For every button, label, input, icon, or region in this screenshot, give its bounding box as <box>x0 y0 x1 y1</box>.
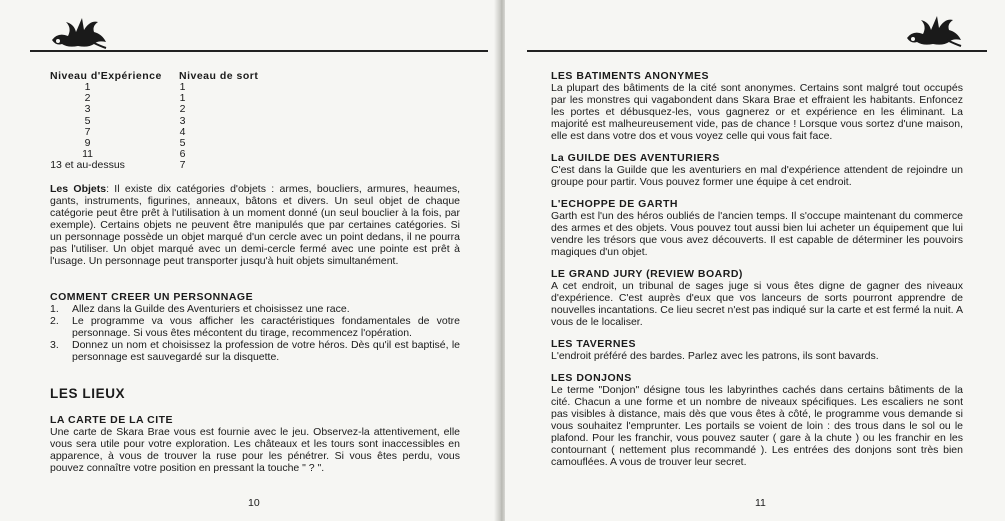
col-exp-header: Niveau d'Expérience <box>50 70 162 82</box>
objets-paragraph <box>50 183 460 267</box>
page-number: 11 <box>755 497 766 509</box>
exp-level-cell: 13 et au-dessus <box>50 159 125 172</box>
section-title: LES BATIMENTS ANONYMES <box>551 70 710 82</box>
spell-level-cell: 1 <box>179 81 186 93</box>
spell-level-cell: 7 <box>179 159 186 172</box>
objets-label: Les Objets <box>50 183 107 195</box>
section-text: Le terme "Donjon" désigne tous les labyrinthes cachés dans certains bâtiments de la cité. Chacun a une forme et un nombre de niveaux spécifiques. Les escaliers ne sont pas visibles à distance, mais dès que vous êtes à côté, le programme vous demande si vous souhaitez l'emprunter. Les portails se voient de loin : des trous dans le sol ou le plafond. Pour les franchir, vous pouvez sauter ( gare à la chute ) ou les franchir en les contournant ( nettement plus recommandé ). Les entrées des donjons sont très bien camouflées. A vous de trouver leur secret. <box>551 384 963 468</box>
list-number: 2. <box>50 315 59 327</box>
spell-level-cell: 4 <box>179 125 186 138</box>
table-row <box>48 104 238 115</box>
creer-list <box>50 303 460 363</box>
sections <box>551 70 963 468</box>
exp-level-cell: 11 <box>82 148 94 161</box>
table-row <box>48 138 238 149</box>
lieux-title: LES LIEUX <box>50 386 126 401</box>
creer-title: COMMENT CREER UN PERSONNAGE <box>50 291 254 303</box>
table-row <box>48 116 238 127</box>
header-rule <box>30 50 488 52</box>
section-title: LES DONJONS <box>551 372 632 384</box>
dragon-icon <box>903 8 965 48</box>
right-page <box>505 0 1005 521</box>
section-text: C'est dans la Guilde que les aventuriers en mal d'expérience attendent de rejoindre un groupe pour partir. Vous pouvez former une équipe à cet endroit. <box>551 164 963 188</box>
section <box>551 198 963 258</box>
spell-level-cell: 3 <box>179 114 186 127</box>
list-item <box>50 339 460 363</box>
list-number: 1. <box>50 303 59 315</box>
section <box>551 372 963 468</box>
col-sort-header: Niveau de sort <box>179 70 259 82</box>
section-title: LE GRAND JURY (REVIEW BOARD) <box>551 268 743 280</box>
exp-level-cell: 7 <box>84 125 91 138</box>
section-title: LES TAVERNES <box>551 338 636 350</box>
exp-level-cell: 5 <box>84 114 91 127</box>
objets-text: : Il existe dix catégories d'objets : armes, boucliers, armures, heaumes, gants, instruments, figurines, anneaux, bâtons et divers. Un seul objet de chaque catégorie peut être prêt à l'utilisation à un moment donné (un seul bouclier à la fois, par exemple). Certains objets ne peuvent être manipulés que par certaines catégories. Si un personnage possède un objet marqué d'un cercle avec un point dedans, il ne pourra pas l'utiliser. Un objet marqué avec un demi-cercle fermé avec une pointe est prêt à l'usage. Un personnage peut transporter jusqu'à huit objets simultanément. <box>50 183 460 267</box>
section <box>551 152 963 188</box>
section <box>551 338 963 362</box>
list-number: 3. <box>50 339 59 351</box>
list-text: Allez dans la Guilde des Aventuriers et choisissez une race. <box>72 303 350 315</box>
list-item <box>50 303 460 315</box>
spell-level-cell: 1 <box>179 92 186 105</box>
carte-text: Une carte de Skara Brae vous est fournie avec le jeu. Observez-la attentivement, elle vous sera utile pour votre exploration. Les châteaux et les tours sont inaccessibles en apparence, à vous de trouver la ruse pour les pénétrer. Si vous êtes perdu, vous pouvez connaître votre position en pressant la touche " ? ". <box>50 426 460 474</box>
exp-level-cell: 3 <box>84 103 91 116</box>
table-row <box>48 82 238 93</box>
table-row <box>48 160 238 171</box>
section-text: La plupart des bâtiments de la cité sont anonymes. Certains sont malgré tout occupés par les monstres qui vagabondent dans Skara Brae et effraient les habitants. Enfoncez les portes et débusquez-les, vous gagnerez or et expérience en les éliminant. La majorité est malheureusement vide, pas de chance ! Lorsque vous sortez d'une maison, elle est dans votre dos et vous voyez celle qui vous fait face. <box>551 82 963 142</box>
level-table <box>48 82 238 172</box>
section-title: La GUILDE DES AVENTURIERS <box>551 152 720 164</box>
section <box>551 268 963 328</box>
list-text: Le programme va vous afficher les caractéristiques fondamentales de votre personnage. Si vous êtes mécontent du tirage, recommencez l'opération. <box>72 315 460 339</box>
table-row <box>48 127 238 138</box>
table-row <box>48 93 238 104</box>
section <box>551 70 963 142</box>
section-text: Garth est l'un des héros oubliés de l'ancien temps. Il s'occupe maintenant du commerce des armes et des objets. Vous pouvez tout aussi bien lui acheter un équipement que lui vendre les trésors que vous avez découverts. Il est capable de déterminer les pouvoirs magiques d'un objet. <box>551 210 963 258</box>
list-item <box>50 315 460 339</box>
header-rule <box>527 50 987 52</box>
carte-title: LA CARTE DE LA CITE <box>50 414 174 426</box>
dragon-icon <box>48 10 110 50</box>
list-text: Donnez un nom et choisissez la profession de votre héros. Dès qu'il est baptisé, le personnage est sauvegardé sur la disquette. <box>72 339 460 363</box>
exp-level-cell: 2 <box>84 92 91 105</box>
section-text: L'endroit préféré des bardes. Parlez avec les patrons, ils sont bavards. <box>551 350 879 362</box>
left-page <box>0 0 500 521</box>
exp-level-cell: 1 <box>84 81 91 93</box>
page-number: 10 <box>248 497 260 509</box>
section-text: A cet endroit, un tribunal de sages juge si vous êtes digne de gagner des niveaux d'expérience. C'est auprès d'eux que vos lanceurs de sorts pourront apprendre de nouvelles incantations. Ce lieu secret n'est pas indiqué sur la carte et est fermé la nuit. A vous de le localiser. <box>551 280 963 328</box>
section-title: L'ECHOPPE DE GARTH <box>551 198 679 210</box>
spell-level-cell: 6 <box>179 148 186 161</box>
spell-level-cell: 5 <box>179 137 186 150</box>
spell-level-cell: 2 <box>179 103 186 116</box>
exp-level-cell: 9 <box>84 137 91 150</box>
